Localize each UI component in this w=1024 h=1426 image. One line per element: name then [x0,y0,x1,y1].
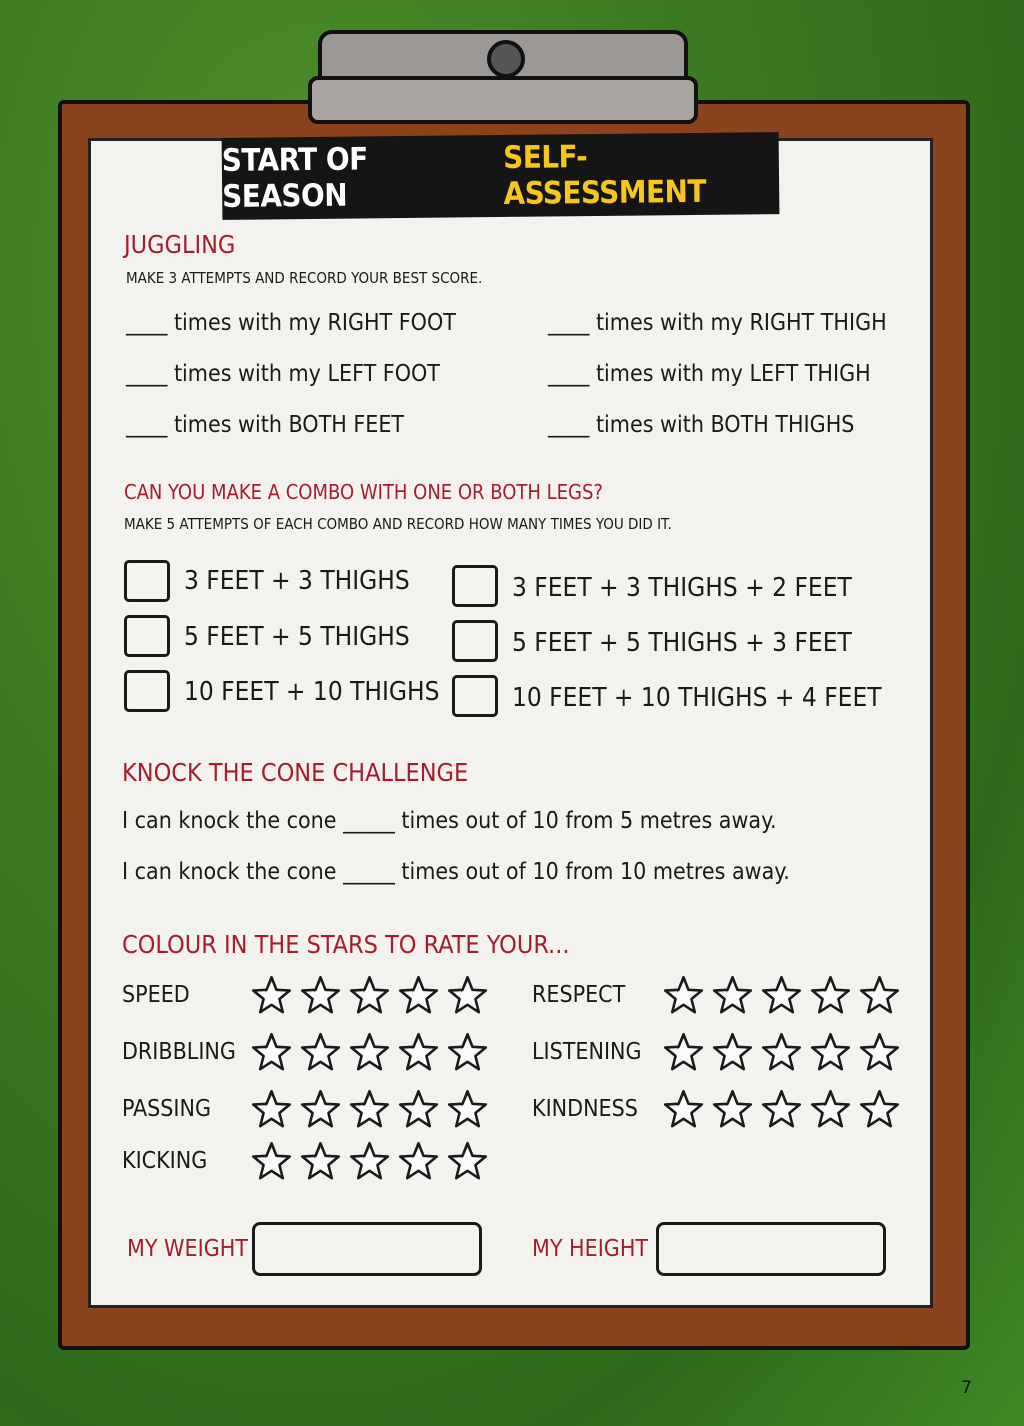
rating-label: SPEED [122,982,190,1008]
star-icon[interactable] [397,1088,440,1135]
combo-item: 3 FEET + 3 THIGHS + 2 FEET [512,573,852,603]
star-icon[interactable] [250,1031,293,1078]
combo-checkbox[interactable] [452,565,498,607]
star-rating[interactable] [250,1088,489,1135]
combo-checkbox[interactable] [124,615,170,657]
star-icon[interactable] [760,974,803,1021]
star-icon[interactable] [446,974,489,1021]
star-rating[interactable] [250,1031,489,1078]
juggling-item: ____ times with my LEFT THIGH [548,361,871,387]
rating-label: KICKING [122,1148,208,1174]
star-icon[interactable] [348,1031,391,1078]
star-icon[interactable] [397,974,440,1021]
star-icon[interactable] [711,974,754,1021]
star-icon[interactable] [299,1088,342,1135]
combo-checkbox[interactable] [124,670,170,712]
height-field[interactable] [656,1222,886,1276]
star-icon[interactable] [760,1031,803,1078]
juggling-instruction: MAKE 3 ATTEMPTS AND RECORD YOUR BEST SCORE. [126,269,483,287]
clip-hole [487,40,525,78]
star-icon[interactable] [662,974,705,1021]
combo-instruction: MAKE 5 ATTEMPTS OF EACH COMBO AND RECORD HOW MANY TIMES YOU DID IT. [124,515,672,533]
weight-label: MY WEIGHT [127,1236,248,1262]
star-icon[interactable] [446,1140,489,1187]
cone-line: I can knock the cone _____ times out of 10 from 10 metres away. [122,859,790,885]
combo-item: 3 FEET + 3 THIGHS [184,566,410,596]
height-label: MY HEIGHT [532,1236,649,1262]
combo-item: 5 FEET + 5 THIGHS + 3 FEET [512,628,852,658]
rating-label: KINDNESS [532,1096,638,1122]
star-icon[interactable] [348,1088,391,1135]
juggling-title: JUGGLING [124,230,236,259]
rating-label: RESPECT [532,982,626,1008]
combo-checkbox[interactable] [124,560,170,602]
juggling-item: ____ times with my RIGHT FOOT [126,310,456,336]
star-rating[interactable] [662,974,901,1021]
star-rating[interactable] [662,1088,901,1135]
combo-item: 10 FEET + 10 THIGHS [184,677,440,707]
stars-title: COLOUR IN THE STARS TO RATE YOUR... [122,930,570,959]
star-icon[interactable] [299,974,342,1021]
combo-checkbox[interactable] [452,675,498,717]
star-icon[interactable] [662,1031,705,1078]
star-icon[interactable] [348,1140,391,1187]
star-icon[interactable] [250,1088,293,1135]
juggling-item: ____ times with my LEFT FOOT [126,361,440,387]
star-icon[interactable] [809,1088,852,1135]
juggling-item: ____ times with BOTH FEET [126,412,405,438]
star-icon[interactable] [397,1031,440,1078]
star-icon[interactable] [760,1088,803,1135]
star-icon[interactable] [858,1031,901,1078]
title-part-1: START OF SEASON [221,141,368,215]
star-icon[interactable] [348,974,391,1021]
star-icon[interactable] [446,1088,489,1135]
combo-checkbox[interactable] [452,620,498,662]
juggling-item: ____ times with my RIGHT THIGH [548,310,887,336]
star-icon[interactable] [809,974,852,1021]
title-part-2: SELF-ASSESSMENT [502,139,707,212]
weight-field[interactable] [252,1222,482,1276]
juggling-item: ____ times with BOTH THIGHS [548,412,855,438]
star-icon[interactable] [250,974,293,1021]
star-icon[interactable] [711,1088,754,1135]
combo-item: 10 FEET + 10 THIGHS + 4 FEET [512,683,882,713]
title-banner [222,132,780,220]
rating-label: PASSING [122,1096,212,1122]
cone-title: KNOCK THE CONE CHALLENGE [122,758,469,787]
star-rating[interactable] [662,1031,901,1078]
star-icon[interactable] [809,1031,852,1078]
star-icon[interactable] [711,1031,754,1078]
star-rating[interactable] [250,1140,489,1187]
star-icon[interactable] [250,1140,293,1187]
page-number: 7 [961,1378,972,1398]
clip-bar [308,76,698,124]
rating-label: DRIBBLING [122,1039,236,1065]
rating-label: LISTENING [532,1039,642,1065]
star-icon[interactable] [858,974,901,1021]
star-icon[interactable] [446,1031,489,1078]
combo-title: CAN YOU MAKE A COMBO WITH ONE OR BOTH LEGS? [124,480,603,504]
cone-line: I can knock the cone _____ times out of 10 from 5 metres away. [122,808,777,834]
star-icon[interactable] [397,1140,440,1187]
combo-item: 5 FEET + 5 THIGHS [184,622,410,652]
star-icon[interactable] [662,1088,705,1135]
star-rating[interactable] [250,974,489,1021]
clipboard-clip [318,30,688,122]
star-icon[interactable] [858,1088,901,1135]
star-icon[interactable] [299,1031,342,1078]
star-icon[interactable] [299,1140,342,1187]
